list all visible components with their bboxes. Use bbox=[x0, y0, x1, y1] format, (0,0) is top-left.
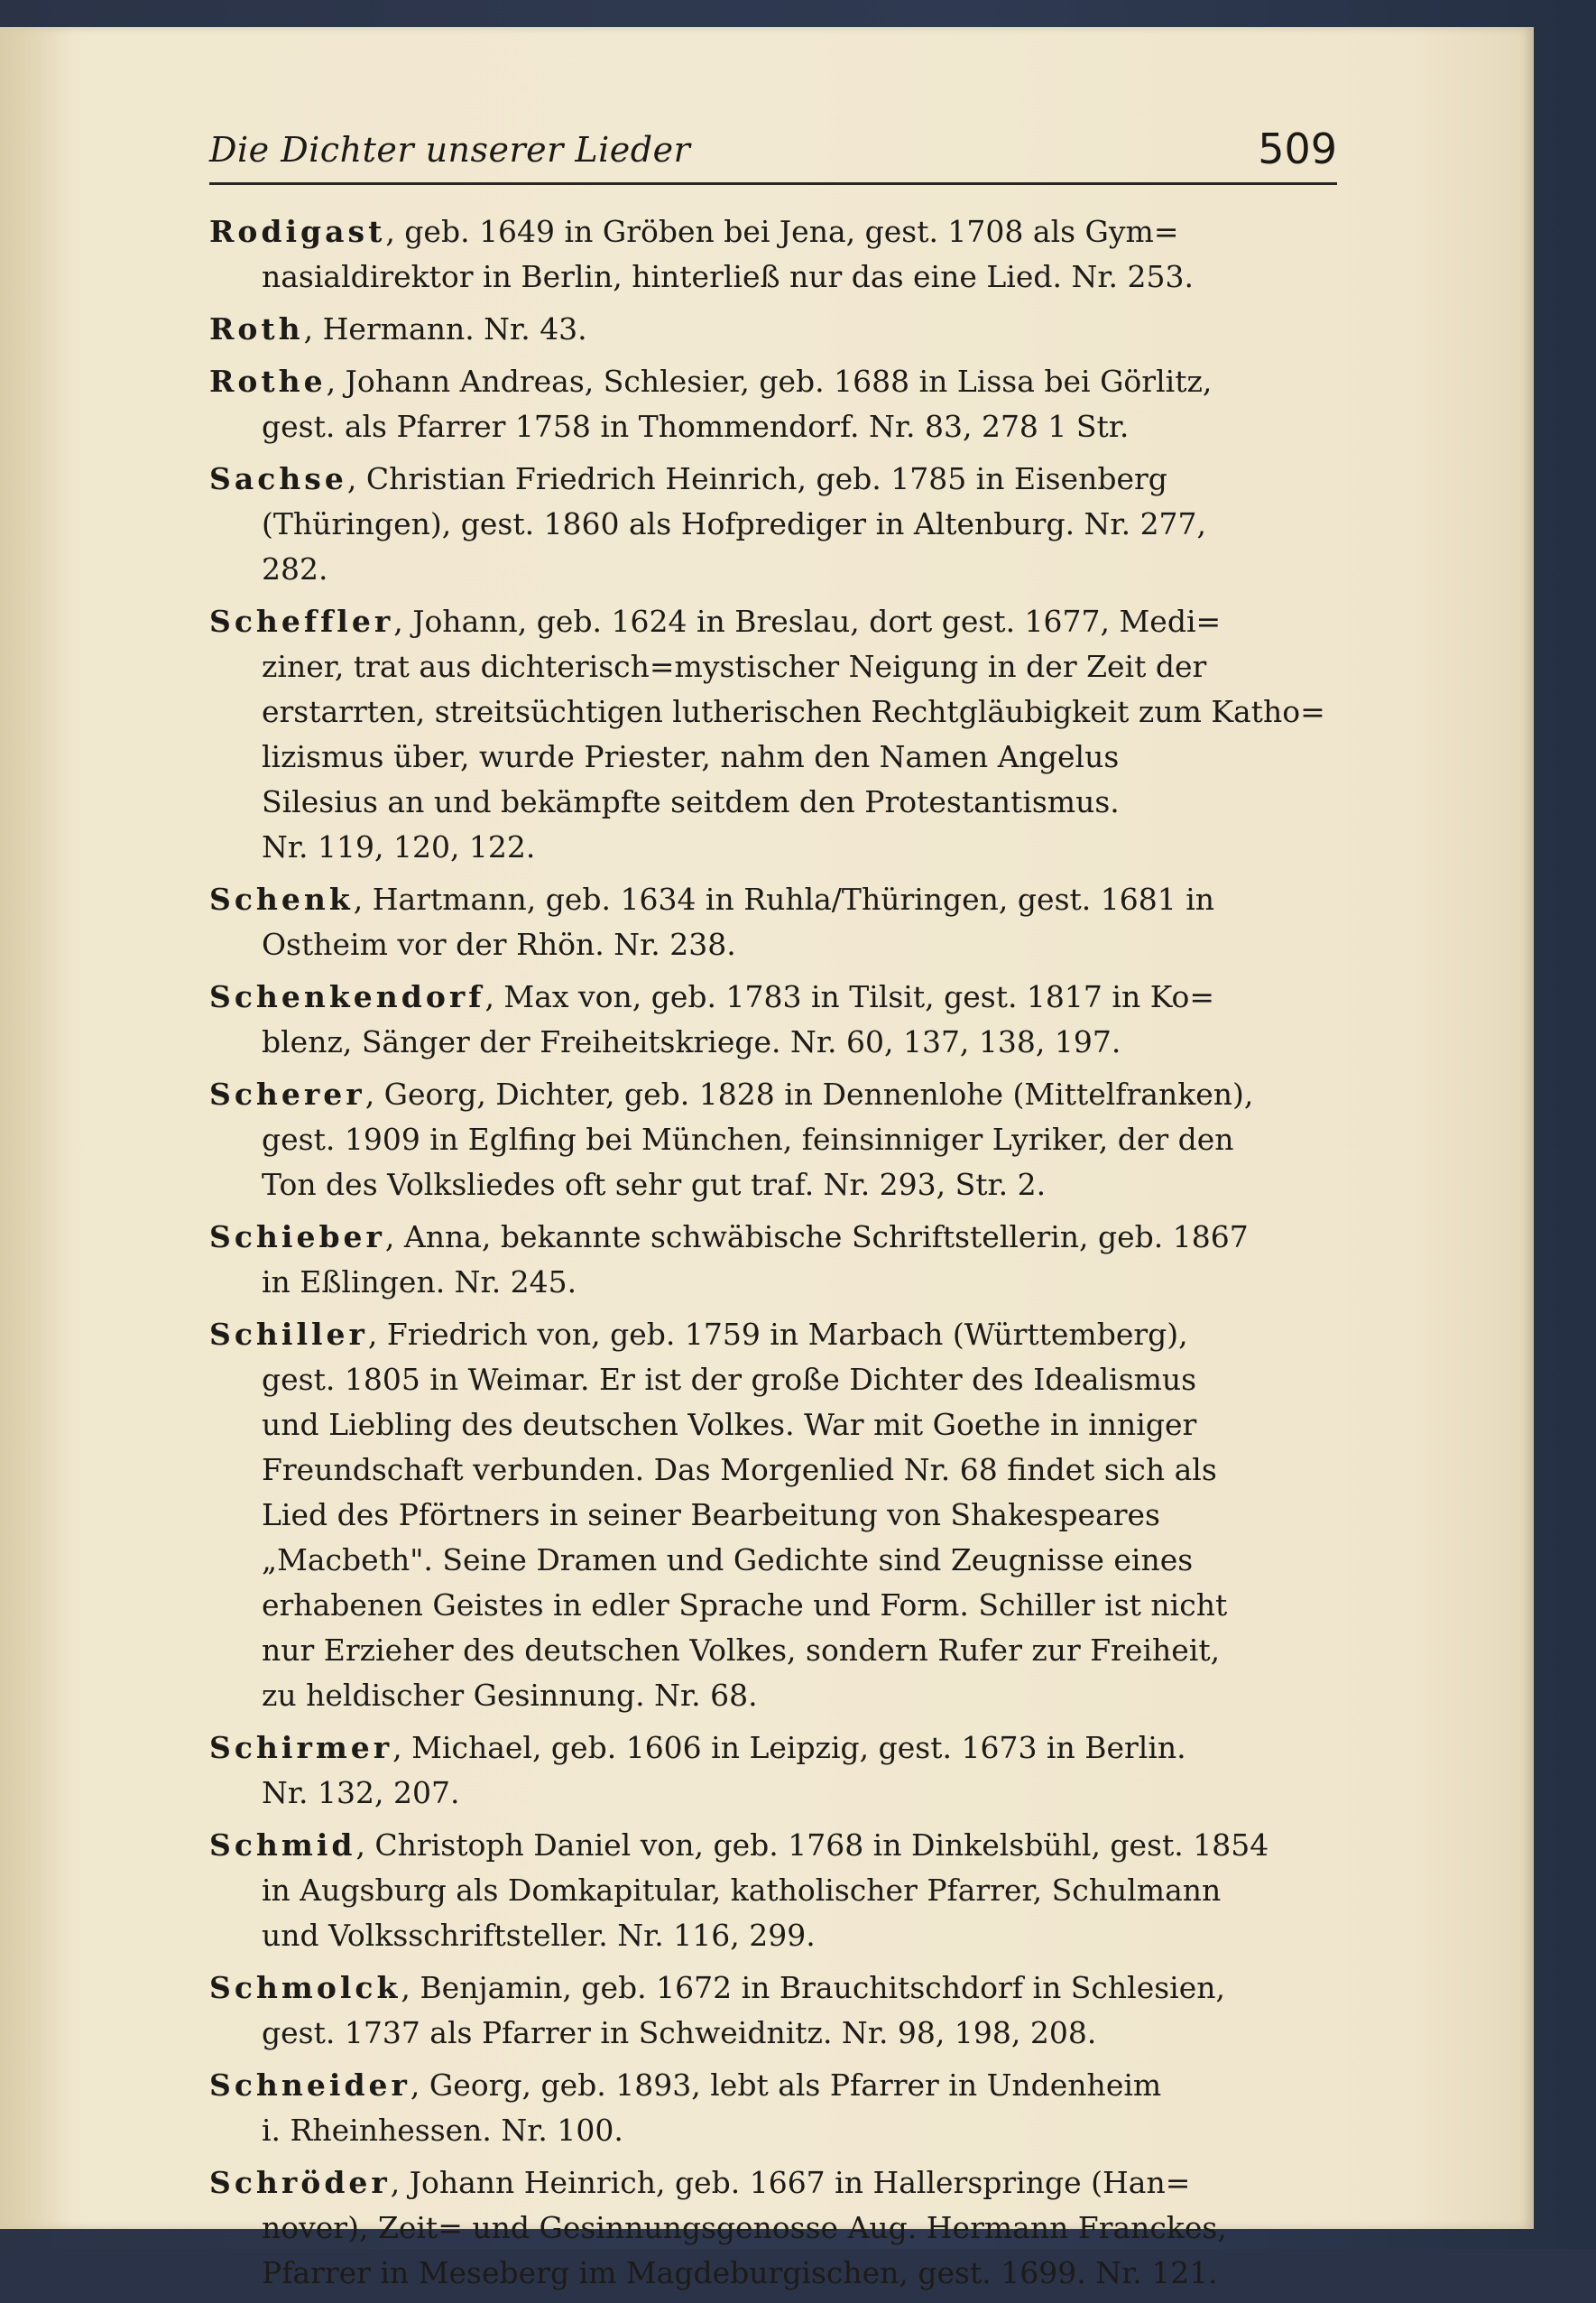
poet-entry bbox=[209, 1312, 1348, 1718]
entry-text: , Christoph Daniel von, geb. 1768 in Dinkelsbühl, gest. 1854 bbox=[355, 1827, 1269, 1863]
entry-text: zu heldischer Gesinnung. Nr. 68. bbox=[262, 1678, 758, 1713]
entry-text: erhabenen Geistes in edler Sprache und Form. Schiller ist nicht bbox=[262, 1587, 1228, 1623]
entry-text: Nr. 119, 120, 122. bbox=[262, 829, 536, 865]
entry-text: , Georg, geb. 1893, lebt als Pfarrer in Undenheim bbox=[410, 2067, 1162, 2103]
entry-line bbox=[209, 307, 1348, 352]
entry-text: nover), Zeit= und Gesinnungsgenosse Aug. Hermann Franckes, bbox=[262, 2210, 1227, 2245]
poet-entry bbox=[209, 1215, 1348, 1305]
poet-entry bbox=[209, 1823, 1348, 1958]
entry-line bbox=[209, 1117, 1348, 1162]
poet-name: Schieber bbox=[209, 1219, 385, 1254]
entry-line bbox=[209, 1312, 1348, 1357]
running-title: Die Dichter unserer Lieder bbox=[209, 130, 691, 170]
poet-entry bbox=[209, 877, 1348, 967]
entry-text: , Hermann. Nr. 43. bbox=[303, 311, 587, 347]
poet-entry bbox=[209, 599, 1348, 870]
entry-line bbox=[209, 1913, 1348, 1958]
entry-text: in Eßlingen. Nr. 245. bbox=[262, 1264, 577, 1299]
entry-line bbox=[209, 825, 1348, 870]
poet-name: Rothe bbox=[209, 364, 327, 399]
entry-line bbox=[209, 2108, 1348, 2153]
entry-line bbox=[209, 2063, 1348, 2108]
entry-text: nasialdirektor in Berlin, hinterließ nur das eine Lied. Nr. 253. bbox=[262, 259, 1194, 294]
entry-line bbox=[209, 2251, 1348, 2296]
entry-text: , Anna, bekannte schwäbische Schriftstellerin, geb. 1867 bbox=[384, 1219, 1249, 1254]
entry-text: Pfarrer in Meseberg im Magdeburgischen, gest. 1699. Nr. 121. bbox=[262, 2255, 1218, 2290]
entry-line bbox=[209, 404, 1348, 449]
entry-line bbox=[209, 1447, 1348, 1493]
entry-text: nur Erzieher des deutschen Volkes, sondern Rufer zur Freiheit, bbox=[262, 1632, 1221, 1668]
entry-line bbox=[209, 1357, 1348, 1402]
poet-entry bbox=[209, 1965, 1348, 2056]
entry-text: , Johann Heinrich, geb. 1667 in Hallerspringe (Han= bbox=[390, 2165, 1191, 2200]
entry-text: , geb. 1649 in Gröben bei Jena, gest. 1708 als Gym= bbox=[385, 214, 1179, 249]
entry-text: , Michael, geb. 1606 in Leipzig, gest. 1673 in Berlin. bbox=[392, 1730, 1186, 1765]
poet-entry bbox=[209, 209, 1348, 300]
poet-entry bbox=[209, 457, 1348, 592]
entry-line bbox=[209, 735, 1348, 780]
entry-text: gest. 1737 als Pfarrer in Schweidnitz. Nr. 98, 198, 208. bbox=[262, 2015, 1097, 2050]
entry-text: gest. 1805 in Weimar. Er ist der große Dichter des Idealismus bbox=[262, 1362, 1197, 1397]
entry-text: , Georg, Dichter, geb. 1828 in Dennenlohe (Mittelfranken), bbox=[364, 1077, 1254, 1112]
entry-line bbox=[209, 1402, 1348, 1447]
entry-text: und Liebling des deutschen Volkes. War mit Goethe in inniger bbox=[262, 1407, 1197, 1442]
entry-line bbox=[209, 2160, 1348, 2206]
entry-line bbox=[209, 457, 1348, 502]
entry-line bbox=[209, 644, 1348, 689]
entry-line bbox=[209, 2011, 1348, 2056]
entry-text: , Johann Andreas, Schlesier, geb. 1688 in Lissa bei Görlitz, bbox=[326, 364, 1213, 399]
entry-line bbox=[209, 2206, 1348, 2251]
entry-text: , Johann, geb. 1624 in Breslau, dort gest. 1677, Medi= bbox=[393, 604, 1222, 639]
entry-text: „Macbeth". Seine Dramen und Gedichte sind Zeugnisse eines bbox=[262, 1542, 1194, 1577]
entry-text: , Benjamin, geb. 1672 in Brauchitschdorf in Schlesien, bbox=[401, 1970, 1225, 2005]
entry-text: und Volksschriftsteller. Nr. 116, 299. bbox=[262, 1918, 816, 1953]
entry-line bbox=[209, 689, 1348, 735]
entry-line bbox=[209, 599, 1348, 644]
entry-line bbox=[209, 1215, 1348, 1260]
entry-text: blenz, Sänger der Freiheitskriege. Nr. 60, 137, 138, 197. bbox=[262, 1024, 1121, 1059]
entry-text: lizismus über, wurde Priester, nahm den Namen Angelus bbox=[262, 739, 1120, 774]
poet-entry bbox=[209, 1072, 1348, 1207]
entry-line bbox=[209, 1673, 1348, 1718]
poet-name: Rodigast bbox=[209, 214, 386, 249]
poet-name: Schneider bbox=[209, 2067, 411, 2103]
header-rule bbox=[209, 182, 1337, 185]
poet-name: Roth bbox=[209, 311, 304, 347]
entry-line bbox=[209, 877, 1348, 922]
entry-line bbox=[209, 975, 1348, 1020]
running-head bbox=[209, 125, 1337, 179]
poet-entry bbox=[209, 975, 1348, 1065]
entry-text: ziner, trat aus dichterisch=mystischer Neigung in der Zeit der bbox=[262, 649, 1207, 684]
poet-entry bbox=[209, 307, 1348, 352]
entry-text: Nr. 132, 207. bbox=[262, 1775, 460, 1810]
entry-line bbox=[209, 1162, 1348, 1207]
poet-name: Schirmer bbox=[209, 1730, 393, 1765]
poet-entry bbox=[209, 359, 1348, 449]
poet-name: Schiller bbox=[209, 1317, 368, 1352]
poet-name: Scherer bbox=[209, 1077, 365, 1112]
poet-entry bbox=[209, 2160, 1348, 2296]
entry-text: in Augsburg als Domkapitular, katholischer Pfarrer, Schulmann bbox=[262, 1873, 1222, 1908]
entry-line bbox=[209, 502, 1348, 547]
entry-line bbox=[209, 1583, 1348, 1628]
entry-line bbox=[209, 1965, 1348, 2011]
poet-entry bbox=[209, 1725, 1348, 1816]
entry-line bbox=[209, 1628, 1348, 1673]
poet-name: Sachse bbox=[209, 461, 347, 496]
entry-text: (Thüringen), gest. 1860 als Hofprediger in Altenburg. Nr. 277, bbox=[262, 506, 1207, 541]
entry-line bbox=[209, 209, 1348, 254]
entry-text: Ostheim vor der Rhön. Nr. 238. bbox=[262, 927, 736, 962]
poet-name: Schmolck bbox=[209, 1970, 401, 2005]
entry-text: erstarrten, streitsüchtigen lutherischen Rechtgläubigkeit zum Katho= bbox=[262, 694, 1325, 729]
entry-text: Ton des Volksliedes oft sehr gut traf. Nr. 293, Str. 2. bbox=[262, 1167, 1047, 1202]
entry-text: i. Rheinhessen. Nr. 100. bbox=[262, 2113, 623, 2148]
entry-text: , Hartmann, geb. 1634 in Ruhla/Thüringen, gest. 1681 in bbox=[353, 882, 1215, 917]
page-number: 509 bbox=[1258, 125, 1337, 173]
entry-text: gest. als Pfarrer 1758 in Thommendorf. Nr. 83, 278 1 Str. bbox=[262, 409, 1130, 444]
entry-line bbox=[209, 359, 1348, 404]
entry-text: gest. 1909 in Eglfing bei München, feinsinniger Lyriker, der den bbox=[262, 1122, 1234, 1157]
page-gutter-shadow bbox=[0, 27, 72, 2229]
entry-line bbox=[209, 922, 1348, 967]
poet-name: Schenkendorf bbox=[209, 979, 485, 1014]
poet-name: Scheffler bbox=[209, 604, 394, 639]
entry-text: , Friedrich von, geb. 1759 in Marbach (Württemberg), bbox=[367, 1317, 1188, 1352]
entry-line bbox=[209, 547, 1348, 592]
entry-line bbox=[209, 254, 1348, 300]
entry-line bbox=[209, 780, 1348, 825]
entry-text: Freundschaft verbunden. Das Morgenlied Nr. 68 findet sich als bbox=[262, 1452, 1217, 1487]
poet-name: Schröder bbox=[209, 2165, 391, 2200]
entry-line bbox=[209, 1260, 1348, 1305]
poet-name: Schenk bbox=[209, 882, 354, 917]
entry-text: , Christian Friedrich Heinrich, geb. 1785 in Eisenberg bbox=[346, 461, 1167, 496]
entry-line bbox=[209, 1868, 1348, 1913]
entry-line bbox=[209, 1020, 1348, 1065]
entry-line bbox=[209, 1072, 1348, 1117]
entry-text: 282. bbox=[262, 551, 328, 587]
entry-line bbox=[209, 1823, 1348, 1868]
entry-text: Lied des Pförtners in seiner Bearbeitung von Shakespeares bbox=[262, 1497, 1160, 1532]
entry-line bbox=[209, 1493, 1348, 1538]
entry-text: Silesius an und bekämpfte seitdem den Protestantismus. bbox=[262, 784, 1120, 819]
entry-text: , Max von, geb. 1783 in Tilsit, gest. 1817 in Ko= bbox=[484, 979, 1214, 1014]
entry-line bbox=[209, 1725, 1348, 1771]
entry-line bbox=[209, 1771, 1348, 1816]
poet-name: Schmid bbox=[209, 1827, 356, 1863]
poet-entry bbox=[209, 2063, 1348, 2153]
poet-entries-list bbox=[209, 209, 1348, 2303]
entry-line bbox=[209, 1538, 1348, 1583]
